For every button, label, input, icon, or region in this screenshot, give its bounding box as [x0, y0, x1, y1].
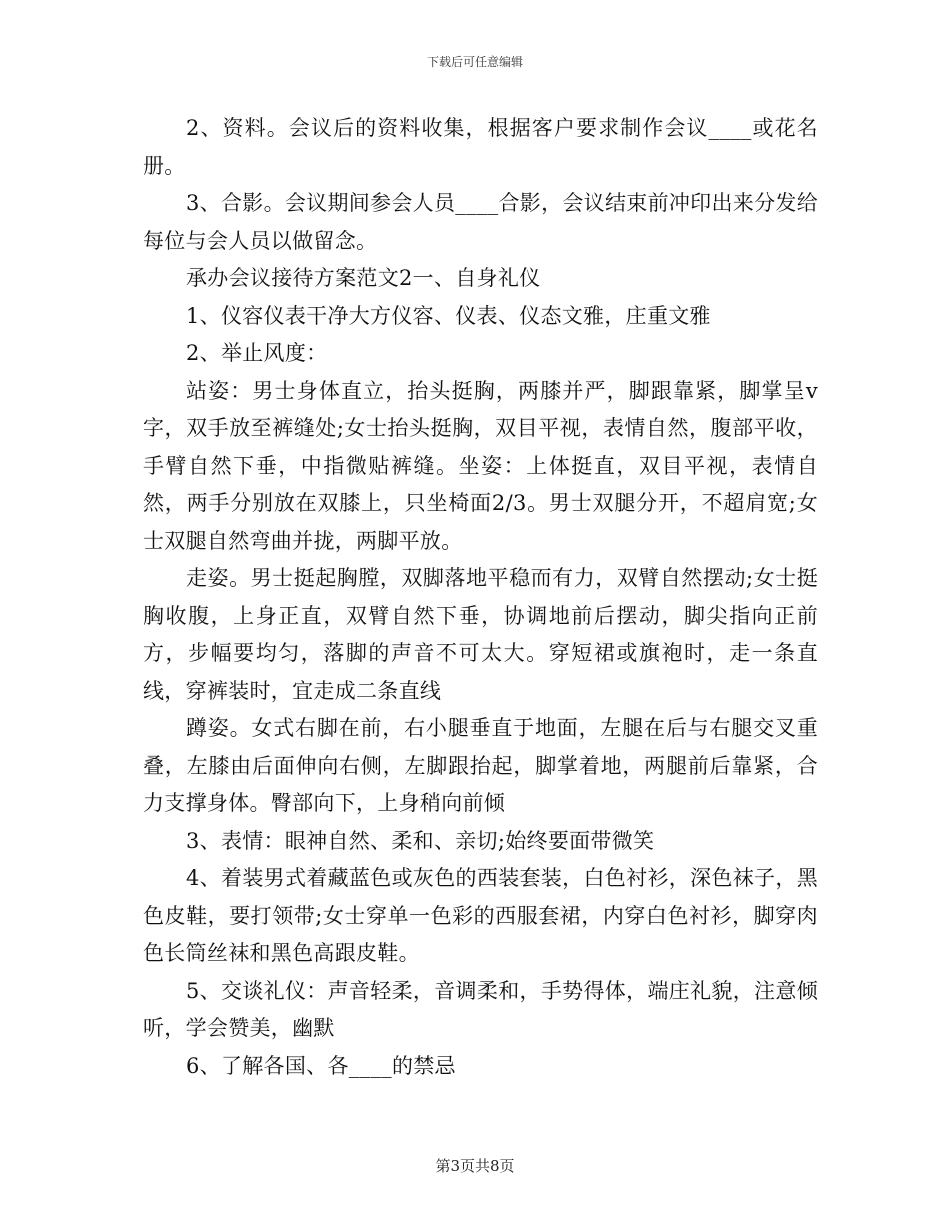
paragraph-section-title: 承办会议接待方案范文2一、自身礼仪	[186, 266, 541, 290]
paragraph-taboos: 6、了解各国、各____的禁忌	[186, 1053, 456, 1078]
page-header: 下载后可任意编辑	[426, 55, 523, 69]
paragraph-demeanor: 2、举止风度：	[186, 341, 328, 365]
paragraph-group-photo: 3、合影。会议期间参会人员____合影，会议结束前冲印出来分发给每位与会人员以做留念。	[143, 191, 818, 253]
paragraph-squatting: 蹲姿。女式右脚在前，右小腿垂直于地面，左腿在后与右腿交叉重叠，左膝由后面伸向右侧，左脚跟抬起，脚掌着地，两腿前后靠紧，合力支撑身体。臀部向下，上身稍向前倾	[143, 716, 818, 815]
paragraph-conversation: 5、交谈礼仪：声音轻柔，音调柔和，手势得体，端庄礼貌，注意倾听，学会赞美，幽默	[143, 978, 818, 1040]
paragraph-expression: 3、表情：眼神自然、柔和、亲切;始终要面带微笑	[186, 828, 655, 853]
document-body	[143, 110, 818, 1085]
paragraph-standing-sitting: 站姿：男士身体直立，抬头挺胸，两膝并严，脚跟靠紧，脚掌呈v字，双手放至裤缝处;女士抬头挺胸，双目平视，表情自然，腹部平收，手臂自然下垂，中指微贴裤缝。坐姿：上体挺直，双目平视，表情自然，两手分别放在双膝上，只坐椅面2/3。男士双腿分开，不超肩宽;女士双腿自然弯曲并拢，两脚平放。	[143, 378, 818, 553]
paragraph-attire: 4、着装男式着藏蓝色或灰色的西装套装，白色衬衫，深色袜子，黑色皮鞋，要打领带;女士穿单一色彩的西服套裙，内穿白色衬衫，脚穿肉色长筒丝袜和黑色高跟皮鞋。	[143, 866, 818, 965]
page-footer: 第3页共8页	[435, 1157, 515, 1175]
paragraph-appearance: 1、仪容仪表干净大方仪容、仪表、仪态文雅，庄重文雅	[186, 303, 711, 328]
paragraph-materials: 2、资料。会议后的资料收集，根据客户要求制作会议____或花名册。	[143, 116, 818, 178]
paragraph-walking: 走姿。男士挺起胸膛，双脚落地平稳而有力，双臂自然摆动;女士挺胸收腹，上身正直，双臂自然下垂，协调地前后摆动，脚尖指向正前方，步幅要均匀，落脚的声音不可太大。穿短裙或旗袍时，走一条直线，穿裤装时，宜走成二条直线	[143, 566, 818, 703]
